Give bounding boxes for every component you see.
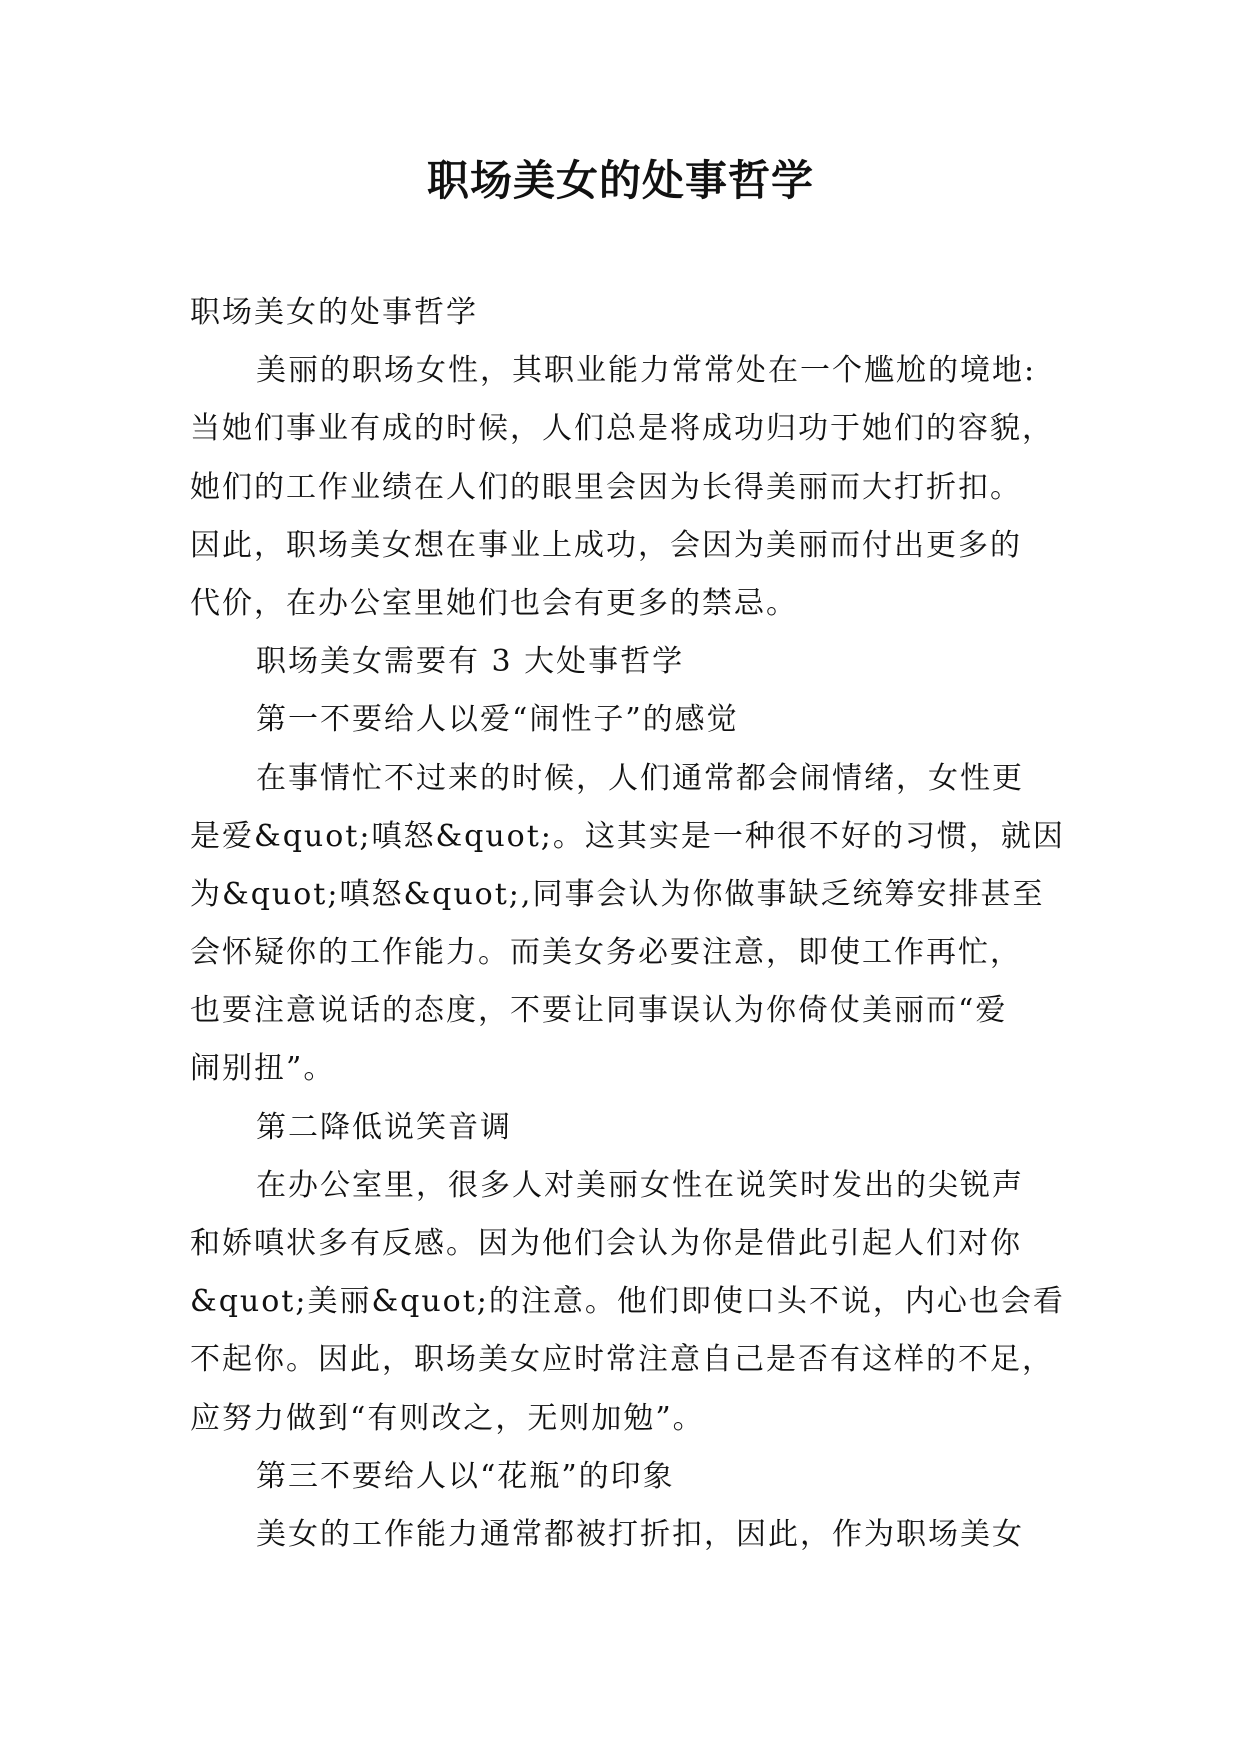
body-line: 在事情忙不过来的时候，人们通常都会闹情绪，女性更 <box>256 760 1024 796</box>
body-line: 闹别扭”。 <box>190 1051 336 1087</box>
body-line: 她们的工作业绩在人们的眼里会因为长得美丽而大打折扣。 <box>190 469 1022 505</box>
body-line: &quot;美丽&quot;的注意。他们即使口头不说，内心也会看 <box>190 1284 1065 1320</box>
document-subtitle-line: 职场美女的处事哲学 <box>190 295 478 330</box>
body-line: 因此，职场美女想在事业上成功，会因为美丽而付出更多的 <box>190 527 1022 563</box>
body-line: 职场美女需要有 3 大处事哲学 <box>256 644 685 680</box>
body-line: 是爱&quot;嗔怒&quot;。这其实是一种很不好的习惯，就因 <box>190 818 1065 854</box>
body-line: 会怀疑你的工作能力。而美女务必要注意，即使工作再忙， <box>190 935 1022 971</box>
body-line: 应努力做到“有则改之，无则加勉”。 <box>190 1400 705 1436</box>
body-line: 当她们事业有成的时候，人们总是将成功归功于她们的容貌， <box>190 411 1054 447</box>
body-line: 第三不要给人以“花瓶”的印象 <box>256 1458 675 1494</box>
body-line: 在办公室里，很多人对美丽女性在说笑时发出的尖锐声 <box>256 1167 1024 1203</box>
body-line: 美丽的职场女性，其职业能力常常处在一个尴尬的境地: <box>256 353 1037 389</box>
body-line: 和娇嗔状多有反感。因为他们会认为你是借此引起人们对你 <box>190 1226 1022 1261</box>
body-line: 代价，在办公室里她们也会有更多的禁忌。 <box>190 585 798 621</box>
body-line: 也要注意说话的态度，不要让同事误认为你倚仗美丽而“爱 <box>190 993 1008 1029</box>
body-line: 美女的工作能力通常都被打折扣，因此，作为职场美女 <box>256 1516 1024 1552</box>
body-line: 第二降低说笑音调 <box>256 1109 512 1145</box>
document-body <box>190 284 1070 1564</box>
body-line: 不起你。因此，职场美女应时常注意自己是否有这样的不足， <box>190 1342 1054 1378</box>
body-line: 为&quot;嗔怒&quot;,同事会认为你做事缺乏统筹安排甚至 <box>190 876 1045 912</box>
body-line: 第一不要给人以爱“闹性子”的感觉 <box>256 702 739 738</box>
document-title: 职场美女的处事哲学 <box>426 156 814 205</box>
